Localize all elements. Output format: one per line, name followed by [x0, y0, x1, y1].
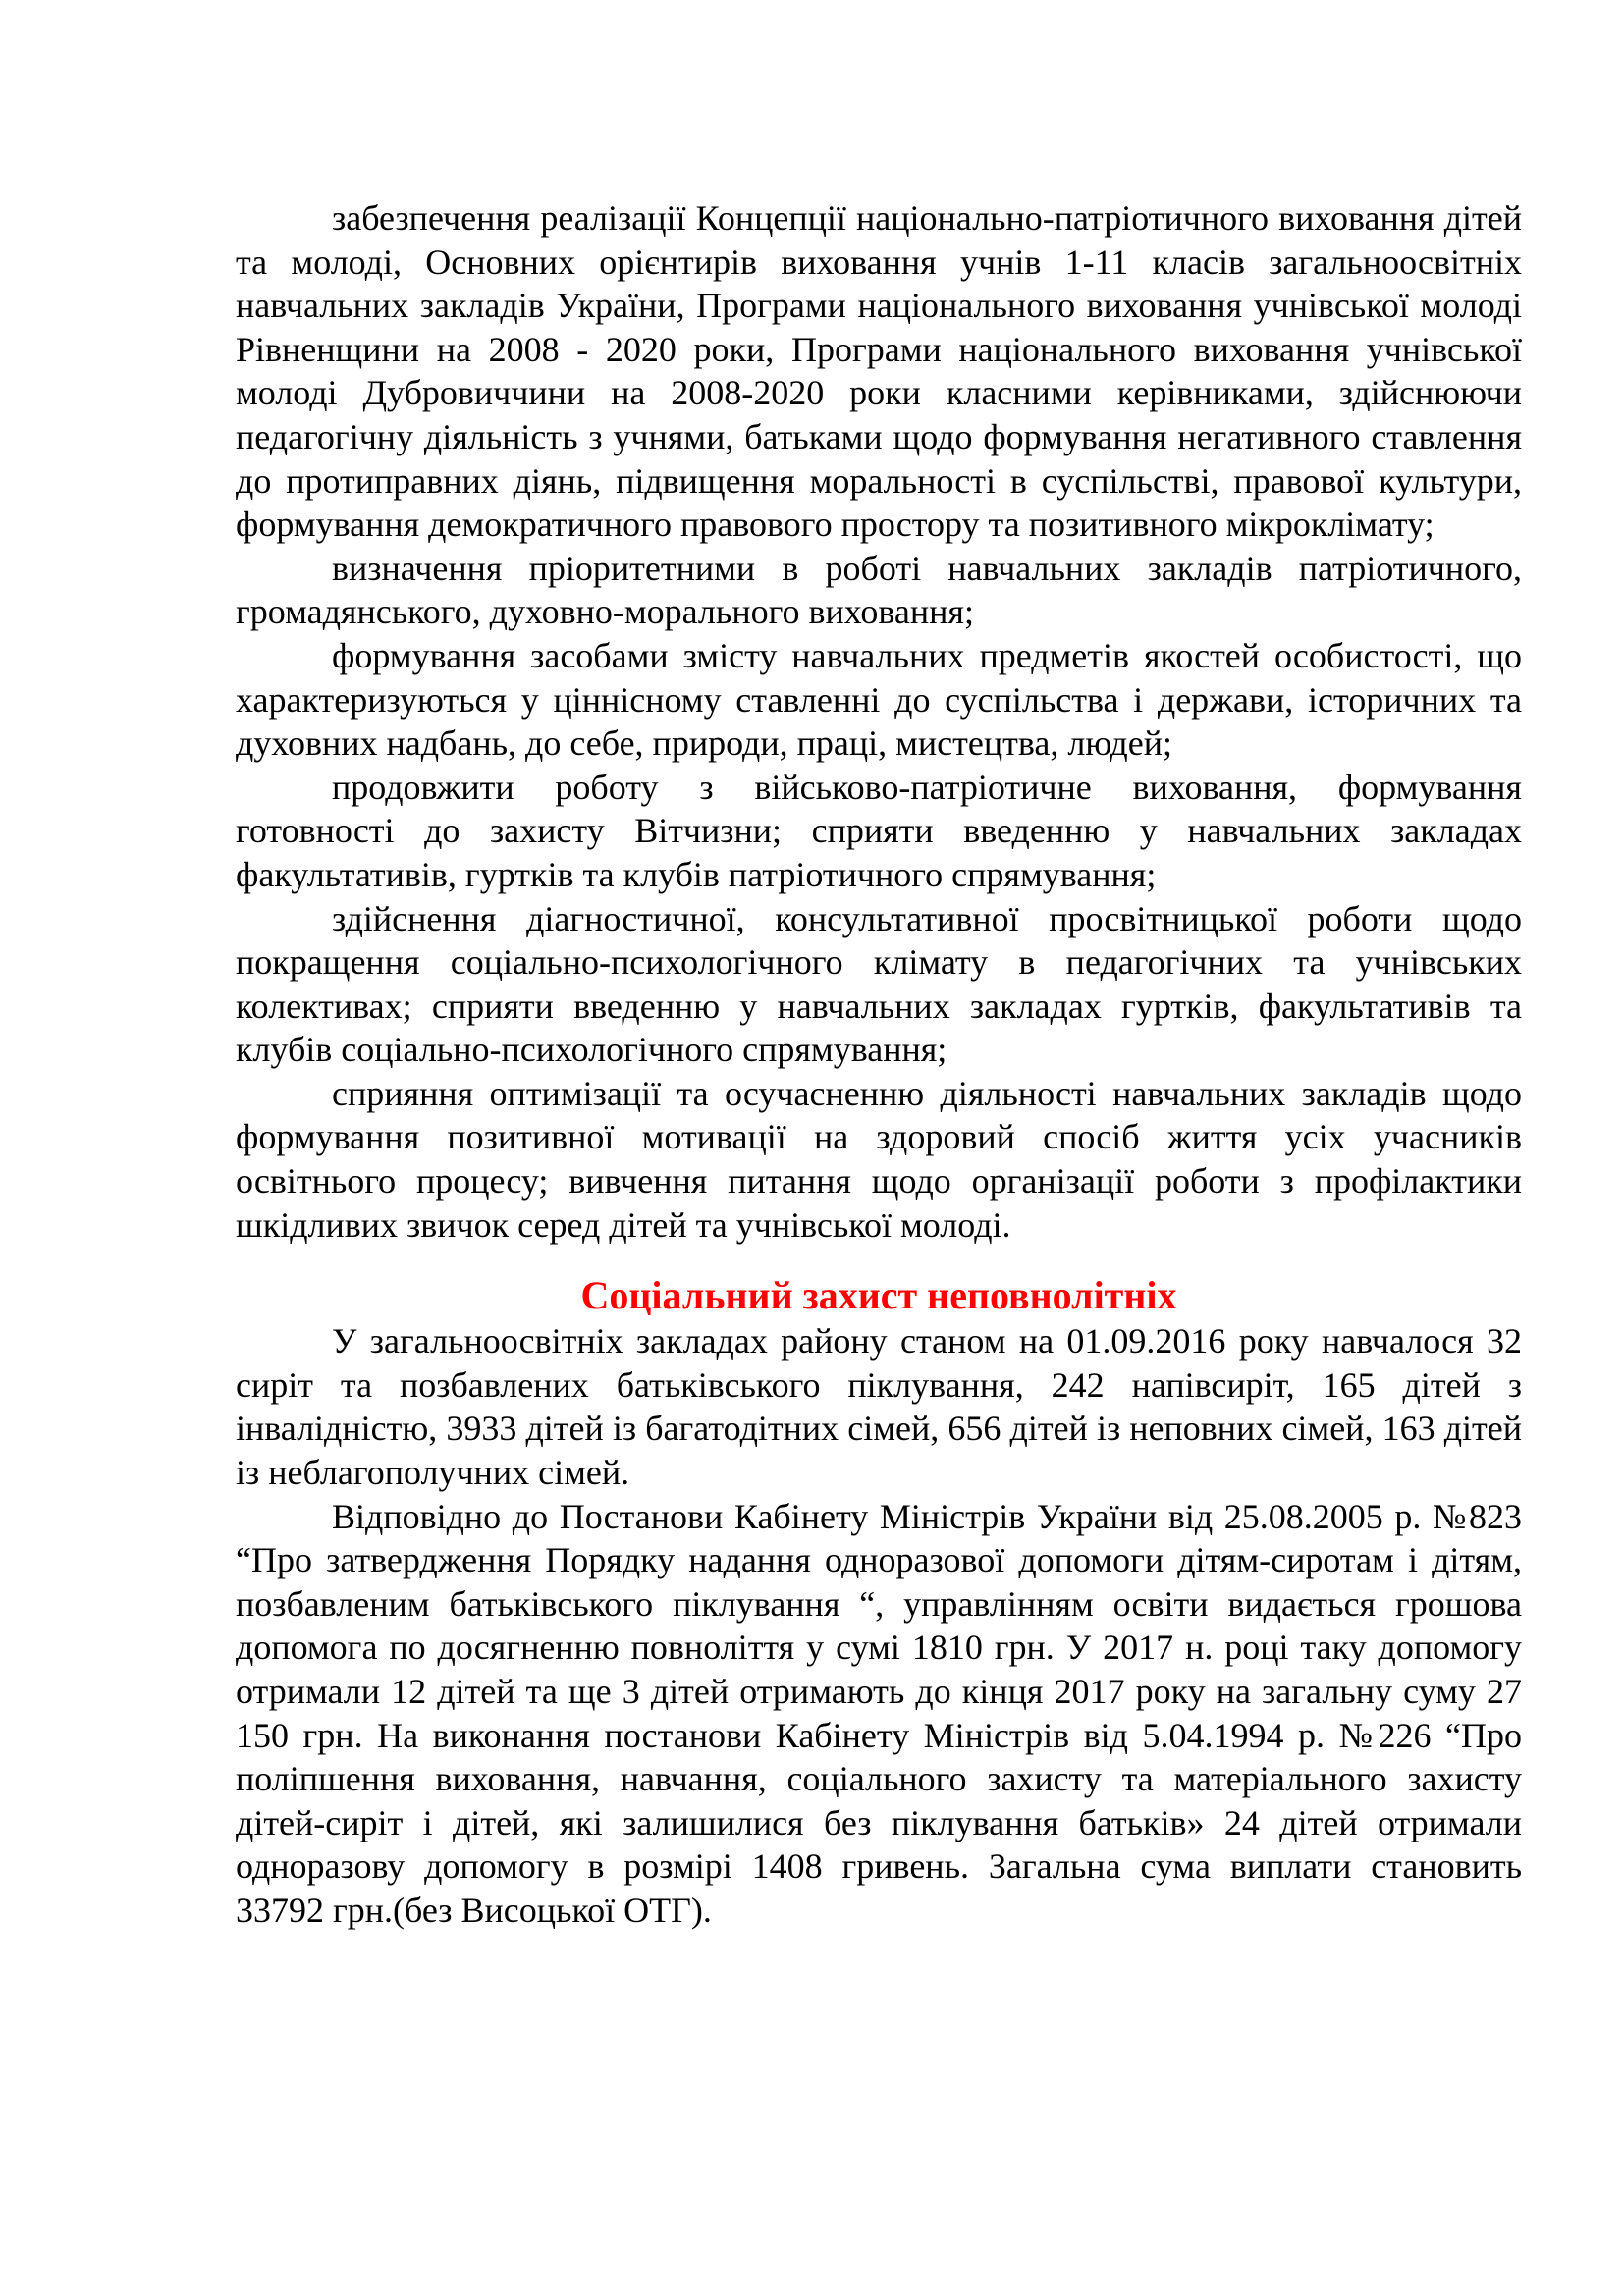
paragraph-military-patriotic: продовжити роботу з військово-патріотичне виховання, формування готовності до захисту Вітчизни; сприяти введенню у навчальних закладах факультативів, гуртків та клубів патріотичного спрямування; [236, 767, 1522, 894]
paragraph-diagnostic-work: здійснення діагностичної, консультативної просвітницької роботи щодо покращення соціально-психологічного клімату в педагогічних та учнівських колективах; сприяти введенню у навчальних закладах гуртків, факультативів та клубів соціально-психологічного спрямування; [236, 898, 1522, 1070]
paragraph-student-statistics: У загальноосвітніх закладах району станом на 01.09.2016 року навчалося 32 сиріт та позбавлених батьківського піклування, 242 напівсиріт, 165 дітей з інвалідністю, 3933 дітей із багатодітних сімей, 656 дітей із неповних сімей, 163 дітей із неблагополучних сімей. [236, 1321, 1522, 1493]
paragraph-concept-implementation: забезпечення реалізації Концепції національно-патріотичного виховання дітей та молоді, Основних орієнтирів виховання учнів 1-11 класів загальноосвітніх навчальних закладів України, Програми національного виховання учнівської молоді Рівненщини на 2008 - 2020 роки, Програми національного виховання учнівської молоді Дубровиччини на 2008-2020 роки класними керівниками, здійснюючи педагогічну діяльність з учнями, батьками щодо формування негативного ставлення до протиправних діянь, підвищення моральності в суспільстві, правової культури, формування демократичного правового простору та позитивного мікроклімату; [236, 198, 1522, 545]
paragraph-personality-formation: формування засобами змісту навчальних предметів якостей особистості, що характеризуються у ціннісному ставленні до суспільства і держави, історичних та духовних надбань, до себе, природи, праці, мистецтва, людей; [236, 635, 1522, 764]
paragraph-healthy-lifestyle: сприяння оптимізації та осучасненню діяльності навчальних закладів щодо формування позитивної мотивації на здоровий спосіб життя усіх учасників освітнього процесу; вивчення питання щодо організації роботи з профілактики шкідливих звичок серед дітей та учнівської молоді. [236, 1073, 1522, 1245]
section-heading: Соціальний захист неповнолітніх [580, 1273, 1177, 1318]
paragraph-financial-assistance: Відповідно до Постанови Кабінету Міністрів України від 25.08.2005 р. №823 “Про затвердження Порядку надання одноразової допомоги дітям-сиротам і дітям, позбавленим батьківського піклування “, управлінням освіти видається грошова допомога по досягненню повноліття у сумі 1810 грн. У 2017 н. році таку допомогу отримали 12 дітей та ще 3 дітей отримають до кінця 2017 року на загальну суму 27 150 грн. На виконання постанови Кабінету Міністрів від 5.04.1994 р. №226 “Про поліпшення виховання, навчання, соціального захисту та матеріального захисту дітей-сиріт і дітей, які залишилися без піклування батьків» 24 дітей отримали одноразову допомогу в розмірі 1408 гривень. Загальна сума виплати становить 33792 грн.(без Висоцької ОТГ). [236, 1496, 1522, 1930]
document-page [236, 196, 1522, 1933]
paragraph-priority-education: визначення пріоритетними в роботі навчальних закладів патріотичного, громадянського, духовно-морального виховання; [236, 548, 1522, 632]
